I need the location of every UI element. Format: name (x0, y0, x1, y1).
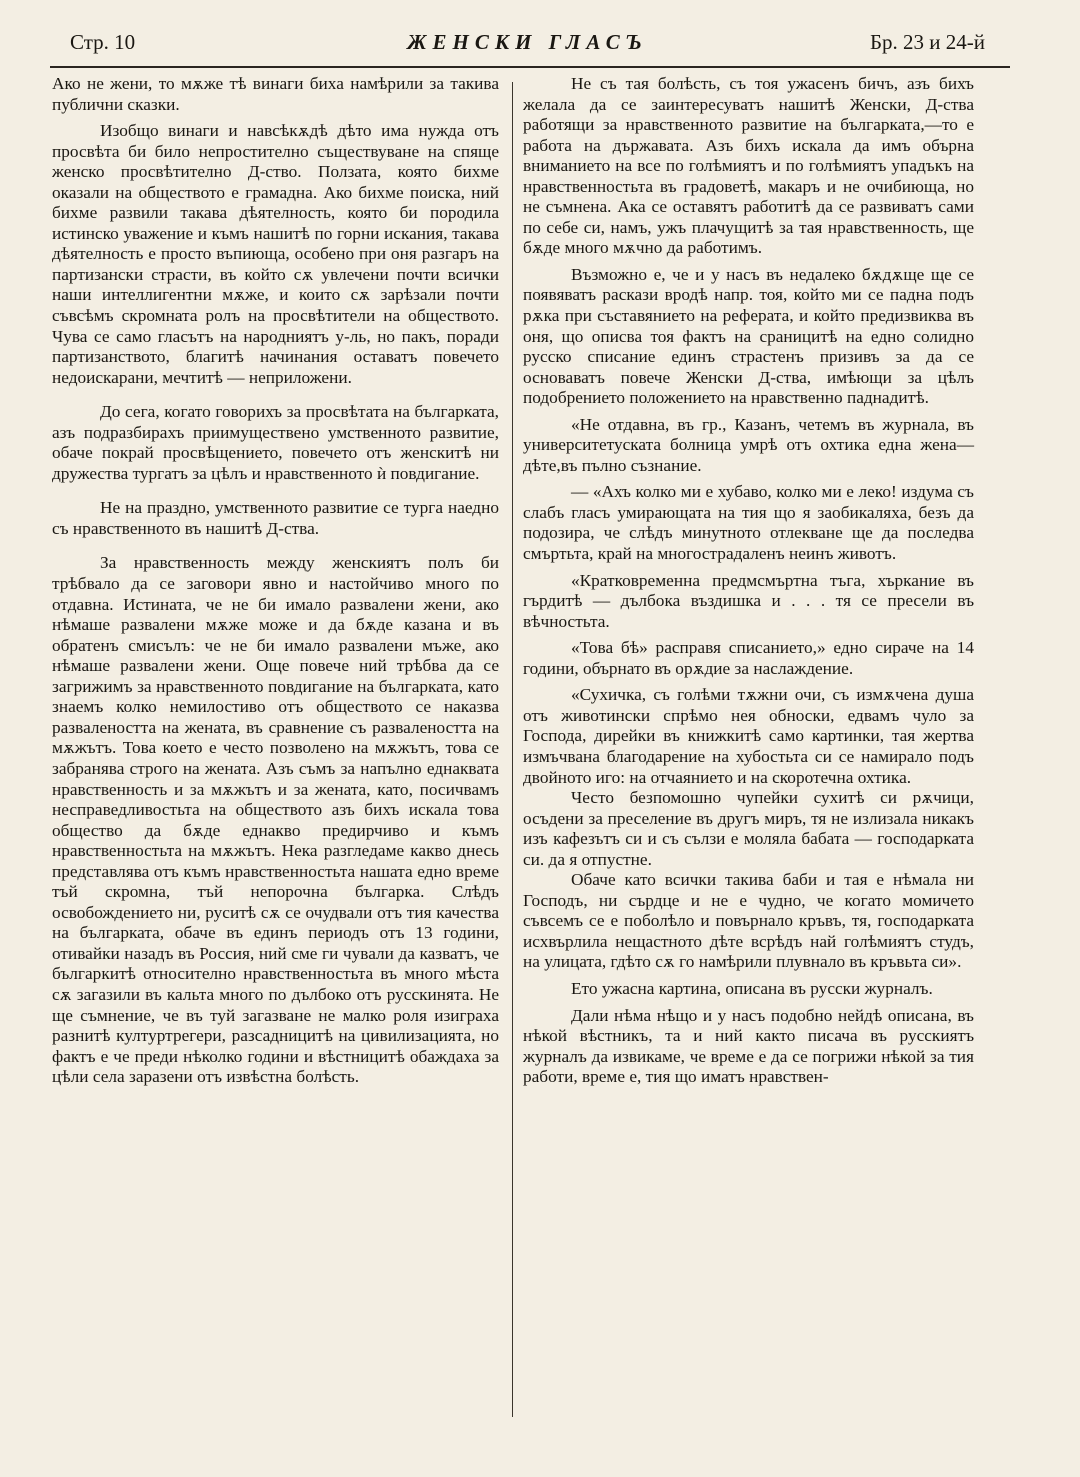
paragraph: За нравственность между женскиятъ полъ би трѣбвало да се заговори явно и настойчиво много по отдавна. Истината, че не би имало развалени жени, ако нѣмаше развалени мѫже може и да бѫде казана и въ обратенъ смисълъ: че не би имало развалени мъже, ако нѣмаше развалени жени. Още повече ний трѣбва да се загрижимъ за нравственното повдигание на българката, като знаемъ колко немилостиво отъ обществото се наказва развалеността на жената, въ сравнение съ развалеността на мѫжътъ. Това което е често позволено на мѫжътъ, това се забранява строго на жената. Азъ съмъ за напълно еднаквата нравственность и за мѫжътъ и за жената, като, посичвамъ несправедливостьта на обществото азъ бихъ искала това общество да бѫде еднакво предирчиво и къмъ нравственностьта на мѫжътъ. Нека разгледаме какво днесь представлява отъ къмъ нравственностьта нашата едно време тъй скромна, тъй непорочна българка. Слѣдъ освобождението ни, руситѣ сѫ се очудвали отъ тия качества на българката, обаче въ единъ периодъ отъ 13 години, отивайки назадъ въ Россия, ний сме ги чували да казватъ, че българкитѣ относително нравственностьта въ много мѣста сѫ загазили въ кальта много по дълбоко отъ русскинята. Не ще съмнение, че въ туй загазване не малко роля изиграха разнитѣ културтрегери, разсадницитѣ на цивилизацията, но фактъ е че преди нѣколко години и вѣстницитѣ обаждаха за цѣли села заразени отъ извѣстна болѣсть. (52, 553, 499, 1087)
paragraph: «Сухичка, съ голѣми тѫжни очи, съ измѫчена душа отъ животински спрѣмо нея обноски, едвамъ чуло за Господа, дирейки въ книжкитѣ само картинки, тая жертва измъчвана благодарение на хубостьта си се намирало подъ двойното иго: на отчаянието и на скоротечна охтика. (523, 685, 974, 787)
paragraph: Ето ужасна картина, описана въ русски журналъ. (571, 978, 933, 998)
paragraph: — «Ахъ колко ми е хубаво, колко ми е леко! издума съ слабъ гласъ умирающата на тия що я заобикаляха, безъ да подозира, че слѣдъ минутното отлекване ще да последва смъртьта, край на многострадаленъ неинъ животъ. (523, 482, 974, 564)
column-divider (512, 82, 513, 1417)
left-column (52, 74, 499, 1088)
paragraph: Ако не жени, то мѫже тѣ винаги биха намѣрили за такива публични сказки. (52, 74, 499, 114)
paragraph: Възможно е, че и у насъ въ недалеко бѫдѫще ще се появяватъ раскази вродѣ напр. тоя, който ми се падна подъ рѫка при съставянието на реферата, и който предизвиква въ оня, що описва тоя фактъ на сраницитѣ на едно солидно русско списание единъ страстенъ призивъ за да се основаватъ повече Женски Д-ства, имѣющи за цѣлъ подобрението положението на нравственно паднадитѣ. (523, 264, 974, 408)
paragraph: Дали нѣма нѣщо и у насъ подобно нейдѣ описана, въ нѣкой вѣстникъ, та и ний както писача въ русскиятъ журналъ да извикаме, че време е да се погрижи нѣкой за тия работи, време е, тия що иматъ нравствен- (523, 1005, 974, 1087)
paragraph: Изобщо винаги и навсѣкѫдѣ дѣто има нужда отъ просвѣта би било непростително съществуване на спяще женско просвѣтително Д-ство. Ползата, която бихме оказали на обществото е грамадна. Ако бихме поиска, ний бихме развили такава дѣятелность, която би породила истинско уважение и къмъ нашитѣ по горни искания, такава дѣятелность е просто въпиюща, особено при оня разгаръ на партизански страсти, въ който сѫ увлечени почти всички наши интеллигентни мѫже, и които сѫ зарѣзали почти съвсѣмъ скромната ролъ на просвѣтители на обществото. Чува се само гласътъ на народниятъ у-ль, но пакъ, поради партизанството, благитѣ начинания оставатъ повечето недоискарани, мечтитѣ — неприложени. (52, 121, 499, 387)
paragraph: До сега, когато говорихъ за просвѣтата на българката, азъ подразбирахъ приимуществено умственното развитие, обаче покрай просвѣщението, повечето отъ женскитѣ ни дружества тургатъ за цѣлъ и нравственното ѝ повдигание. (52, 402, 499, 483)
paragraph: Обаче като всички такива баби и тая е нѣмала ни Господъ, ни сърдце и не е чудно, че когато момичето съвсемъ се е поболѣло и повърнало кръвъ, тя, господарката исхвърлила нещастното дѣте всрѣдъ най голѣмиятъ студъ, на улицата, гдѣто сѫ го намѣрили плувнало въ кръвьта си». (523, 870, 974, 972)
header-rule (50, 66, 1010, 68)
newspaper-title: ЖЕНСКИ ГЛАСЪ (407, 30, 648, 54)
page-number: Стр. 10 (70, 30, 136, 54)
paragraph: Не съ тая болѣсть, съ тоя ужасенъ бичъ, азъ бихъ желала да се заинтересуватъ нашитѣ Женски, Д-ства работящи за нравственното развитие на българката,—то е работа на държавата. Азъ бихъ искала да имъ обърна вниманието на все по голѣмиятъ и по голѣмиятъ упадъкъ на нравственностьта въ градоветѣ, макаръ и не очибиюща, но не съмнена. Ака се оставятъ работитѣ да се развиватъ сами по себе си, намъ, ужъ плачущитѣ за тая нравственность, ще бѫде много мѫчно да работимъ. (523, 74, 974, 258)
paragraph: Не на праздно, умственното развитие се турга наедно съ нравственното въ нашитѣ Д-ства. (52, 498, 499, 538)
paragraph: «Не отдавна, въ гр., Казанъ, четемъ въ журнала, въ университетуската болница умрѣ отъ охтика една жена—дѣте,въ пълно съзнание. (523, 414, 974, 475)
paragraph: «Кратковременна предмсмъртна тъга, хъркание въ гърдитѣ — дълбока въздишка и . . . тя се пресели въ вѣчностьта. (523, 570, 974, 631)
right-column (523, 74, 974, 1088)
issue-number: Бр. 23 и 24-й (869, 30, 985, 54)
page-header (70, 30, 985, 60)
paragraph: Често безпомошно чупейки сухитѣ си рѫчици, осъдени за преселение въ другъ миръ, тя не излизала никакъ изъ кафезътъ си и съ сълзи е молялa бабата — господарката си. да я отпустне. (523, 788, 974, 869)
paragraph: «Това бѣ» расправя списанието,» едно сираче на 14 години, обърнато въ орѫдие за наслаждение. (523, 638, 974, 678)
